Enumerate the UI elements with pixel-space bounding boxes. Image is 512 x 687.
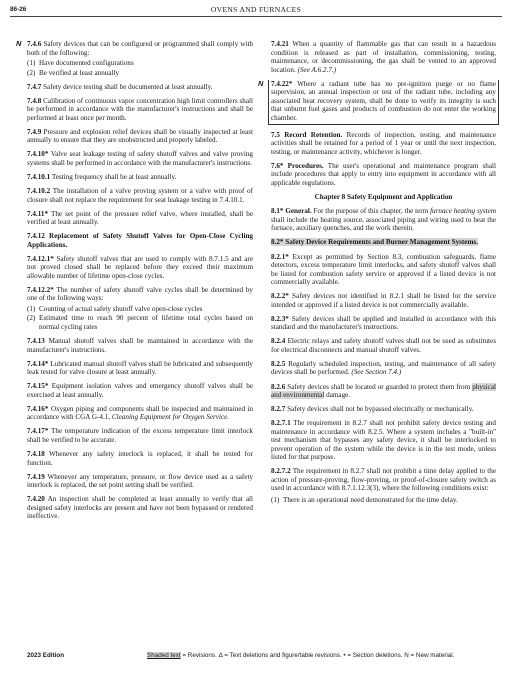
para-7-4-17: 7.4.17* The temperature indication of the excess temperature limit interlock shall be verified to be accurate. [27,427,254,444]
para-8-1: 8.1* General. For the purpose of this chapter, the term furnace heating system shall include the heating source, associated piping and wiring used to heat the furnace, auxiliary quenches, and the work therein. [271,207,496,233]
para-7-4-15: 7.4.15* Equipment isolation valves and emergency shutoff valves shall be exercised at least annually. [27,382,253,399]
para-8-2-7: 8.2.7 Safety devices shall not be bypassed electrically or mechanically. [271,405,474,414]
para-7-4-18: 7.4.18 Whenever any safety interlock is replaced, it shall be tested for function. [27,450,253,467]
para-7-4-10-1: 7.4.10.1 Testing frequency shall be at least annually. [27,172,177,181]
para-7-4-10-2: 7.4.10.2 The installation of a valve proving system or a valve with proof of closure shall not replace the requirement for seat leakage testing in 7.4.10.1. [27,187,253,204]
para-7-4-7: 7.4.7 Safety device testing shall be documented at least annually. [27,82,213,91]
para-7-6: 7.6* Procedures. The user's operational and maintenance program shall include procedures that apply to entry into equipment in accordance with all applicable regulations. [271,161,497,187]
para-text: Safety devices that can be configured or programmed shall comply with both of the following: [27,40,253,57]
list-item: (2) Be verified at least annually [27,68,120,77]
para-8-2-4: 8.2.4 Electric relays and safety shutoff valves shall not be used as substitutes for electrical disconnects and manual shutoff valves. [271,337,496,354]
para-8-2-3: 8.2.3* Safety devices shall be applied and installed in accordance with this standard and the manufacturer's instructions. [271,314,496,332]
para-8-2-7-1: 8.2.7.1 The requirement in 8.2.7 shall not prohibit safety device testing and maintenance in accordance with 8.2.5. Where a system includes a "built-in" test mechanism that bypasses any safety device, it shall be interlocked to prevent operation of the system while the device is in the test mode, unless listed for that purpose. [271,419,497,462]
page-number: 86-26 [10,6,27,13]
running-title: OVENS AND FURNACES [210,5,302,14]
right-column [258,40,497,510]
para-7-4-12-2: 7.4.12.2* The number of safety shutoff valve cycles shall be determined by one of the following ways: (1) Counting of actual safety shutoff valve open-close cycles (2) Estimated time to reach 90 percent of lifetime total cycles based on normal cycling rates [27,285,254,331]
para-8-2-6: 8.2.6 Safety devices shall be located or guarded to protect them from physical and environmental damage. [271,382,496,400]
chapter-heading: Chapter 8 Safety Equipment and Application [314,192,453,201]
para-7-4-6 [16,39,253,77]
para-7-4-16: 7.4.16* Oxygen piping and components shall be inspected and maintained in accordance with CGA G-4.1, Cleaning Equipment for Oxygen Service. [27,404,253,422]
para-7-4-21: 7.4.21 When a quantity of flammable gas that can result in a hazardous condition is released as part of installation, commissioning, testing, maintenance, or decommissioning, the gas shall be vented to an approved location. (See A.6.2.7.) [271,40,496,74]
para-7-4-8: 7.4.8 Calibration of continuous vapor concentration high limit controllers shall be performed in accordance with the manufacturer's instructions and shall be performed at least once per month. [27,96,253,122]
list-item: (1) Have documented configurations [27,59,134,67]
para-7-4-12-1: 7.4.12.1* Safety shutoff valves that are used to comply with 8.7.1.5 and are not proved closed shall be replaced before they exceed their maximum allowable number of lifetime open-close cycles. [27,254,253,280]
list-item: (1) There is an operational need demonstrated for the time delay. [271,495,458,504]
para-8-2-1: 8.2.1* Except as permitted by Section 8.3, combustion safeguards, flame detectors, excess temperature limit interlocks, and safety shutoff valves shall be listed for combustion safety service or approved if a listed device is not commercially available. [271,252,496,287]
list-item: (1) Counting of actual safety shutoff valve open-close cycles [27,304,203,313]
list-item: (2) Estimated time to reach 90 percent of lifetime total cycles based on normal cycling rates [27,314,253,331]
edition-label: 2023 Edition [27,652,65,659]
page-header [10,5,502,17]
para-7-4-19: 7.4.19 Whenever any temperature, pressure, or flow device used as a safety interlock is replaced, the set point setting shall be verified. [27,472,253,490]
para-8-2: 8.2* Safety Device Requirements and Burner Management Systems. [271,238,478,247]
para-7-4-13: 7.4.13 Manual shutoff valves shall be maintained in accordance with the manufacturer's instructions. [27,337,253,354]
para-7-4-11: 7.4.11* The set point of the pressure relief valve, where installed, shall be verified at least annually. [27,209,253,227]
para-7-5: 7.5 Record Retention. Records of inspection, testing, and maintenance activities shall be retained for a period of 1 year or until the next inspection, testing, or maintenance activity, whichever is longer. [271,130,496,156]
para-7-4-14: 7.4.14* Lubricated manual shutoff valves shall be lubricated and subsequently leak tested for valve closure at least annually. [27,359,253,377]
new-material-marker: N [16,39,22,48]
section-number: 7.4.6 [27,40,42,48]
left-column [16,39,254,526]
para-8-2-5: 8.2.5 Regularly scheduled inspection, testing, and maintenance of all safety devices shall be performed. (See Section 7.4.) [271,359,496,377]
para-8-2-2: 8.2.2* Safety devices not identified in 8.2.1 shall be listed for the service intended or approved if a listed device is not commercially available. [271,292,496,309]
new-material-marker: N [258,78,264,88]
revision-legend: Shaded text = Revisions. Δ = Text deletions and figure/table revisions. • = Section deletions. N = New material. [147,652,455,659]
para-7-4-20: 7.4.20 An inspection shall be completed at least annually to verify that all designed safety interlocks are present and have not been bypassed or rendered ineffective. [27,495,253,521]
para-7-4-9: 7.4.9 Pressure and explosion relief devices shall be visually inspected at least annually to ensure that they are unobstructed and properly labeled. [27,127,253,145]
para-7-4-10: 7.4.10* Valve seat leakage testing of safety shutoff valves and valve proving systems shall be performed in accordance with the manufacturer's instructions. [27,150,253,167]
para-7-4-12: 7.4.12 Replacement of Safety Shutoff Valves for Open-Close Cycling Applications. [27,232,253,249]
revision-shading: physical and environmental [271,382,496,400]
para-8-2-7-2: 8.2.7.2 The requirement in 8.2.7 shall not prohibit a time delay applied to the action of pressure-proving, flow-proving, or proof-of-closure safety switch as used in accordance with 8.7.1.12.3(3), where the following conditions exist: (1) There is an operational need demonstrated for the time delay. [271,467,496,504]
para-7-4-22: N 7.4.22* Where a radiant tube has no pre-ignition purge or no flame supervision, an annual inspection or test of the radiant tube, including any associated heat recovery system, shall be done to verify its integrity is such that unburnt fuel gases and products of combustion do not enter the working chamber. [268,80,499,126]
